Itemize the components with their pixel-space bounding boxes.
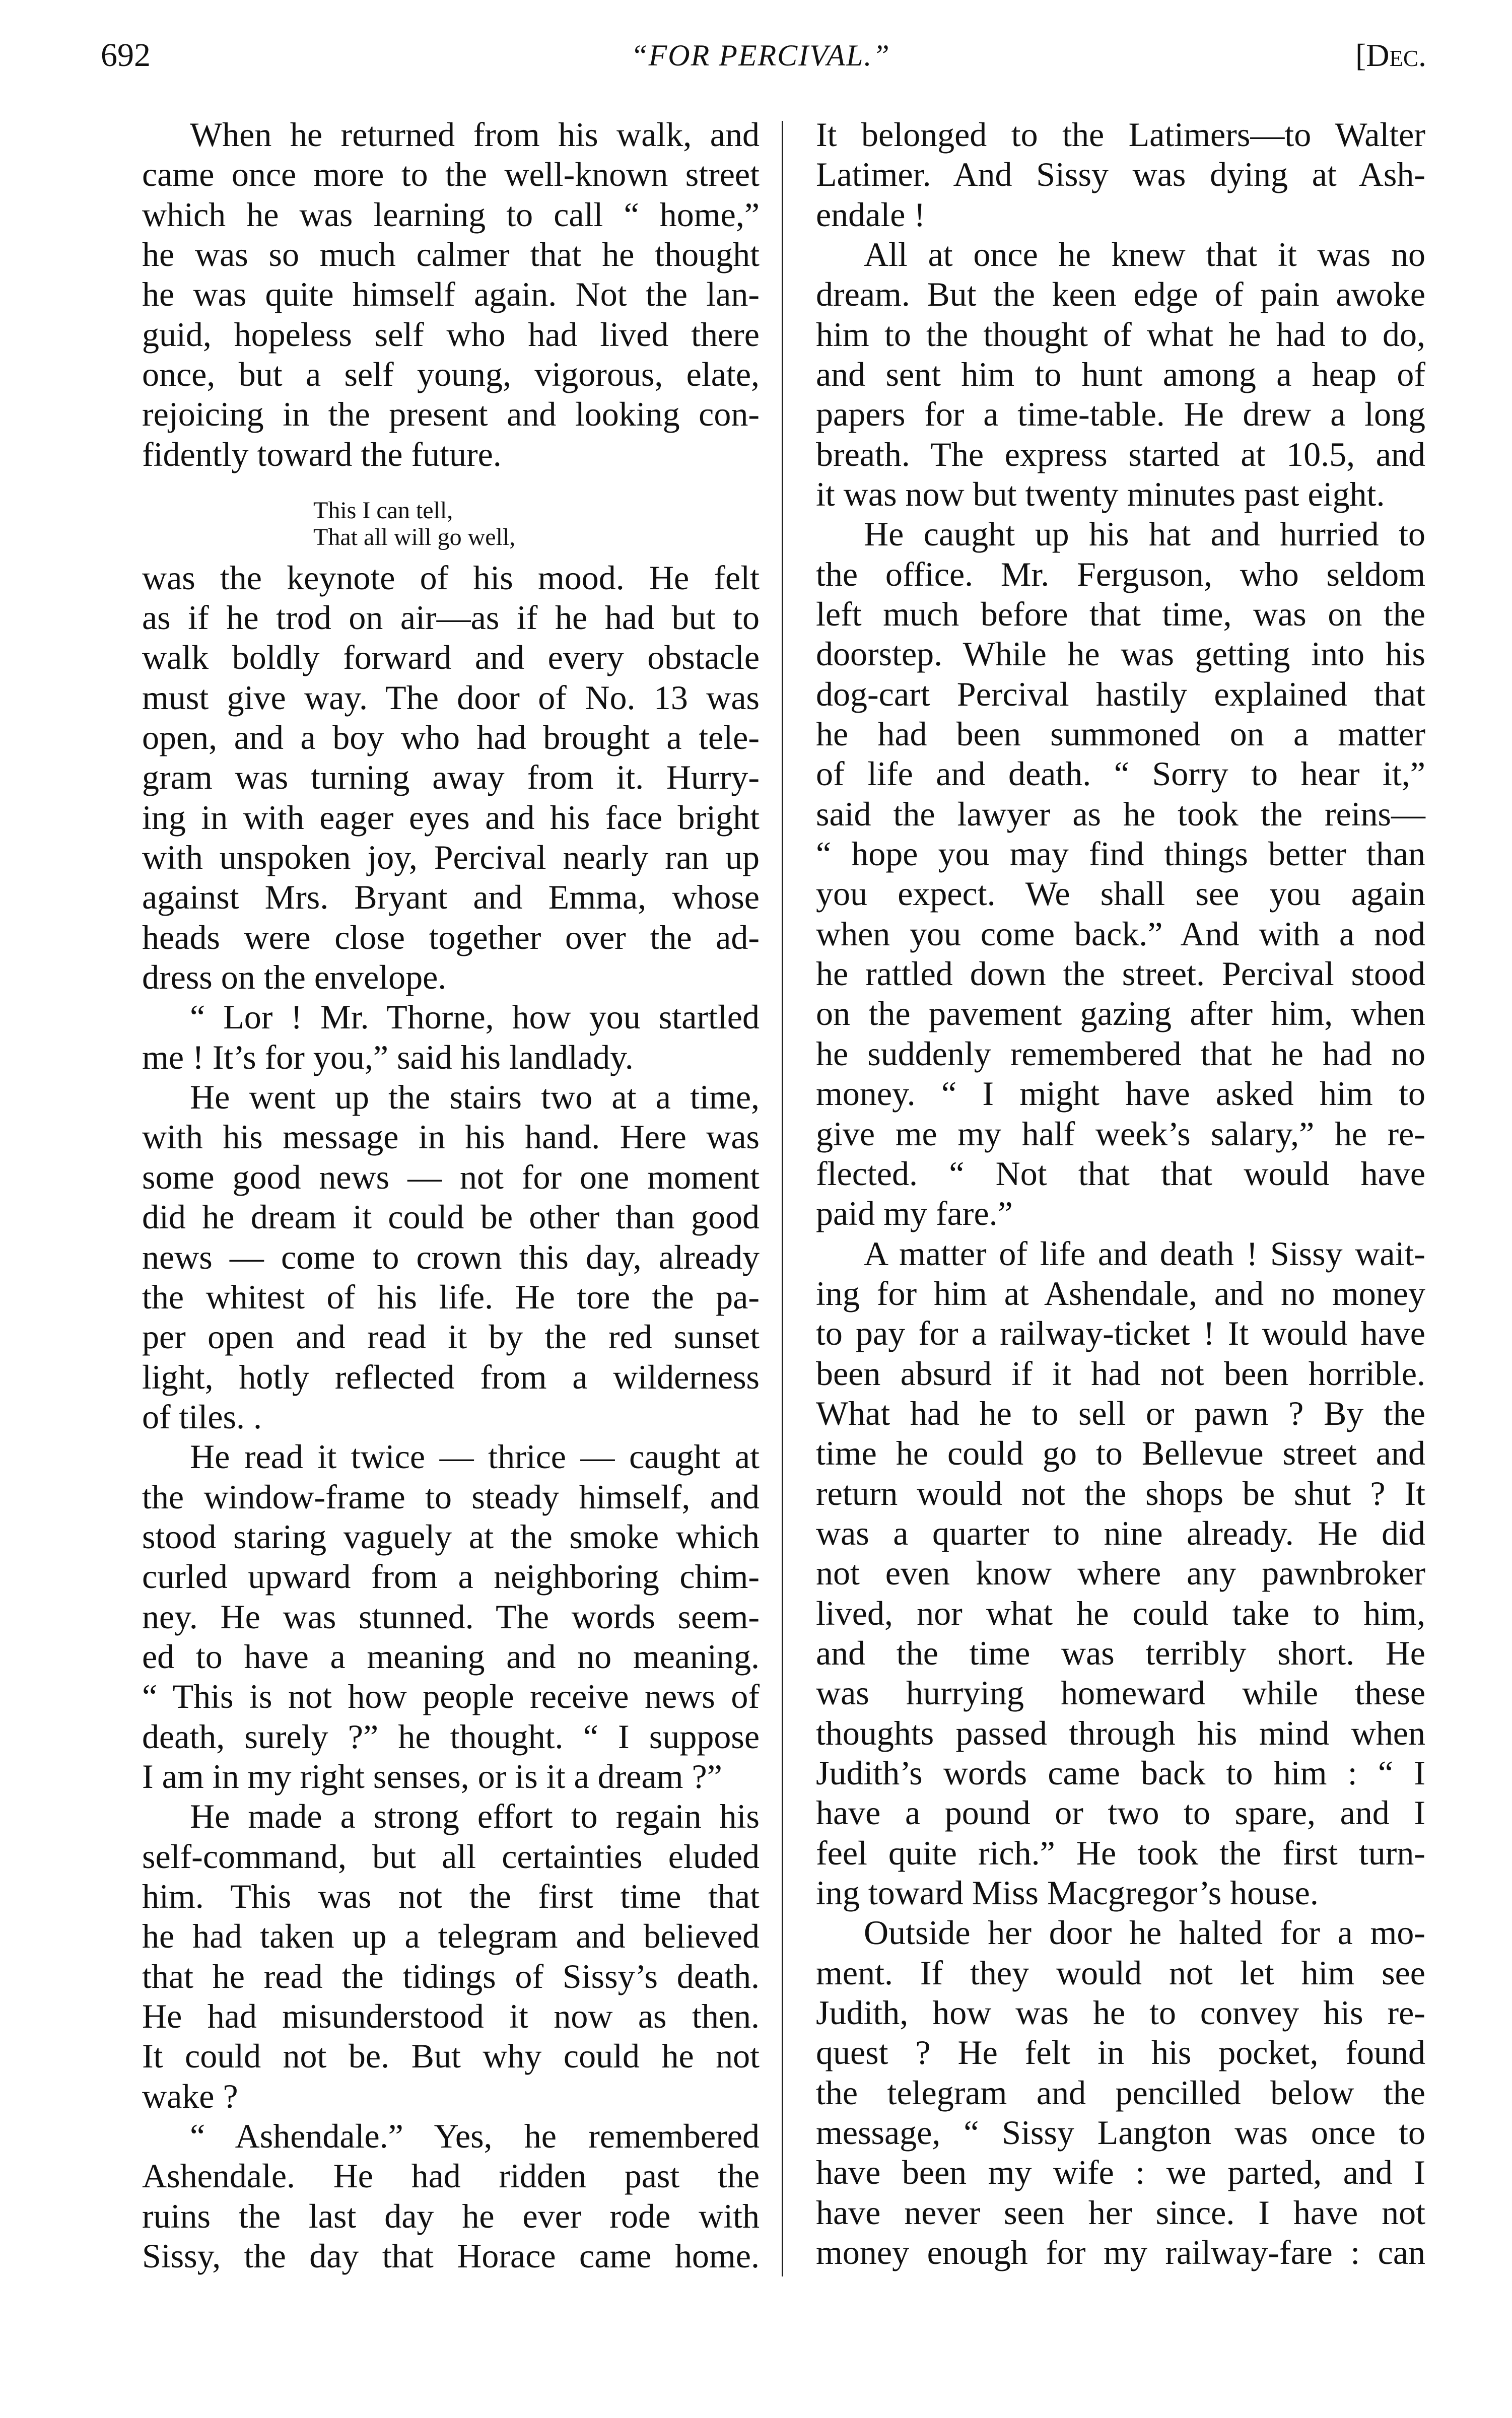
text-line: he suddenly remembered that he had no	[816, 1034, 1425, 1073]
text-line: He read it twice — thrice — caught at	[190, 1437, 760, 1476]
text-line: “ Lor ! Mr. Thorne, how you startled	[190, 998, 760, 1037]
text-line: when you come back.” And with a nod	[816, 914, 1425, 953]
text-line: endale !	[816, 195, 926, 234]
text-line: fidently toward the future.	[142, 435, 502, 473]
text-line: dress on the envelope.	[142, 958, 447, 997]
text-line: quest ? He felt in his pocket, found	[816, 2033, 1425, 2072]
text-line: and sent him to hunt among a heap of	[816, 355, 1425, 394]
text-line: ed to have a meaning and no meaning.	[142, 1637, 760, 1676]
text-line: him to the thought of what he had to do,	[816, 315, 1425, 354]
text-line: “ hope you may find things better than	[816, 835, 1425, 873]
text-line: heads were close together over the ad-	[142, 918, 760, 956]
text-line: rejoicing in the present and looking con-	[142, 395, 760, 434]
text-line: papers for a time-table. He drew a long	[816, 395, 1425, 434]
text-line: with his message in his hand. Here was	[142, 1118, 760, 1156]
text-line: as if he trod on air—as if he had but to	[142, 598, 760, 637]
text-line: breath. The express started at 10.5, and	[816, 435, 1425, 473]
text-line: Judith, how was he to convey his re-	[816, 1993, 1425, 2032]
verse-line: That all will go well,	[313, 523, 516, 550]
text-line: it was now but twenty minutes past eight.	[816, 475, 1385, 514]
column-divider	[782, 121, 783, 2276]
text-line: open, and a boy who had brought a tele-	[142, 718, 760, 757]
text-line: news — come to crown this day, already	[142, 1237, 760, 1276]
text-line: he had been summoned on a matter	[816, 715, 1425, 753]
text-line: he had taken up a telegram and believed	[142, 1917, 760, 1956]
text-line: “ This is not how people receive news of	[142, 1677, 760, 1716]
text-line: ing for him at Ashendale, and no money	[816, 1274, 1425, 1312]
text-line: “ Ashendale.” Yes, he remembered	[190, 2116, 760, 2155]
text-line: gram was turning away from it. Hurry-	[142, 758, 760, 797]
text-line: came once more to the well-known street	[142, 155, 760, 194]
text-line: He made a strong effort to regain his	[190, 1797, 760, 1836]
text-line: to pay for a railway-ticket ! It would have	[816, 1314, 1425, 1353]
text-line: against Mrs. Bryant and Emma, whose	[142, 878, 760, 917]
text-line: he was so much calmer that he thought	[142, 235, 760, 274]
text-line: give me my half week’s salary,” he re-	[816, 1114, 1425, 1153]
text-line: have never seen her since. I have not	[816, 2193, 1425, 2232]
text-line: he was quite himself again. Not the lan-	[142, 275, 760, 314]
text-line: lived, nor what he could take to him,	[816, 1594, 1425, 1632]
text-line: self-command, but all certainties eluded	[142, 1837, 760, 1876]
text-line: which he was learning to call “ home,”	[142, 195, 760, 234]
text-line: per open and read it by the red sunset	[142, 1318, 760, 1356]
text-line: Judith’s words came back to him : “ I	[816, 1753, 1425, 1792]
text-line: guid, hopeless self who had lived there	[142, 315, 760, 354]
text-line: Outside her door he halted for a mo-	[864, 1913, 1425, 1952]
text-line: ney. He was stunned. The words seem-	[142, 1597, 760, 1636]
text-line: that he read the tidings of Sissy’s death.	[142, 1957, 760, 1995]
text-line: dog-cart Percival hastily explained that	[816, 674, 1425, 713]
text-line: walk boldly forward and every obstacle	[142, 638, 760, 677]
text-line: wake ?	[142, 2077, 238, 2115]
text-line: he rattled down the street. Percival stood	[816, 954, 1425, 993]
text-line: curled upward from a neighboring chim-	[142, 1557, 760, 1596]
text-line: was hurrying homeward while these	[816, 1674, 1425, 1712]
text-line: death, surely ?” he thought. “ I suppose	[142, 1717, 760, 1756]
text-line: ing in with eager eyes and his face bright	[142, 798, 760, 837]
text-line: me ! It’s for you,” said his landlady.	[142, 1038, 634, 1076]
text-line: return would not the shops be shut ? It	[816, 1474, 1425, 1512]
text-line: doorstep. While he was getting into his	[816, 635, 1425, 673]
verse-line: This I can tell,	[313, 497, 453, 524]
text-line: It could not be. But why could he not	[142, 2037, 760, 2076]
text-line: ruins the last day he ever rode with	[142, 2196, 760, 2235]
text-line: ment. If they would not let him see	[816, 1953, 1425, 1992]
text-line: What had he to sell or pawn ? By the	[816, 1394, 1425, 1432]
text-line: the telegram and pencilled below the	[816, 2073, 1425, 2112]
text-line: was a quarter to nine already. He did	[816, 1513, 1425, 1552]
text-line: Latimer. And Sissy was dying at Ash-	[816, 155, 1425, 194]
page-number: 692	[101, 37, 151, 74]
text-line: with unspoken joy, Percival nearly ran up	[142, 838, 760, 877]
text-line: thoughts passed through his mind when	[816, 1713, 1425, 1752]
text-line: Ashendale. He had ridden past the	[142, 2157, 760, 2195]
text-line: been absurd if it had not been horrible.	[816, 1354, 1425, 1393]
text-line: and the time was terribly short. He	[816, 1633, 1425, 1672]
text-line: some good news — not for one moment	[142, 1157, 760, 1196]
text-line: left much before that time, was on the	[816, 595, 1425, 634]
text-line: the office. Mr. Ferguson, who seldom	[816, 555, 1425, 593]
text-line: Sissy, the day that Horace came home.	[142, 2237, 760, 2275]
text-line: you expect. We shall see you again	[816, 874, 1425, 913]
text-line: must give way. The door of No. 13 was	[142, 678, 760, 717]
text-line: have a pound or two to spare, and I	[816, 1793, 1425, 1832]
text-line: money. “ I might have asked him to	[816, 1074, 1425, 1113]
text-line: A matter of life and death ! Sissy wait-	[864, 1234, 1425, 1273]
text-line: dream. But the keen edge of pain awoke	[816, 275, 1425, 314]
text-line: did he dream it could be other than good	[142, 1198, 760, 1236]
text-line: He had misunderstood it now as then.	[142, 1996, 760, 2035]
text-line: light, hotly reflected from a wilderness	[142, 1357, 760, 1396]
text-line: the window-frame to steady himself, and	[142, 1477, 760, 1516]
text-line: time he could go to Bellevue street and	[816, 1434, 1425, 1473]
running-title: “FOR PERCIVAL.”	[631, 39, 890, 72]
text-line: stood staring vaguely at the smoke which	[142, 1517, 760, 1556]
text-line: message, “ Sissy Langton was once to	[816, 2113, 1425, 2152]
right-column	[816, 0, 1425, 2418]
left-column	[142, 0, 760, 2418]
text-line: It belonged to the Latimers—to Walter	[816, 115, 1425, 154]
text-line: said the lawyer as he took the reins—	[816, 794, 1425, 833]
text-line: When he returned from his walk, and	[190, 115, 760, 154]
text-line: ing toward Miss Macgregor’s house.	[816, 1873, 1319, 1912]
text-line: once, but a self young, vigorous, elate,	[142, 355, 760, 394]
text-line: him. This was not the first time that	[142, 1877, 760, 1915]
month-mark: [Dec.	[1355, 37, 1426, 73]
text-line: paid my fare.”	[816, 1194, 1013, 1233]
text-line: I am in my right senses, or is it a dream ?”	[142, 1757, 722, 1795]
text-line: was the keynote of his mood. He felt	[142, 558, 760, 597]
text-line: flected. “ Not that that would have	[816, 1154, 1425, 1193]
text-line: of tiles. .	[142, 1397, 262, 1436]
text-line: feel quite rich.” He took the first turn-	[816, 1833, 1425, 1872]
text-line: All at once he knew that it was no	[864, 235, 1425, 274]
text-line: He caught up his hat and hurried to	[864, 515, 1425, 554]
text-line: money enough for my railway-fare : can	[816, 2233, 1425, 2272]
text-line: the whitest of his life. He tore the pa-	[142, 1277, 760, 1316]
text-line: not even know where any pawnbroker	[816, 1554, 1425, 1593]
text-line: have been my wife : we parted, and I	[816, 2153, 1425, 2192]
text-line: of life and death. “ Sorry to hear it,”	[816, 754, 1425, 793]
text-line: He went up the stairs two at a time,	[190, 1078, 760, 1117]
text-line: on the pavement gazing after him, when	[816, 994, 1425, 1033]
